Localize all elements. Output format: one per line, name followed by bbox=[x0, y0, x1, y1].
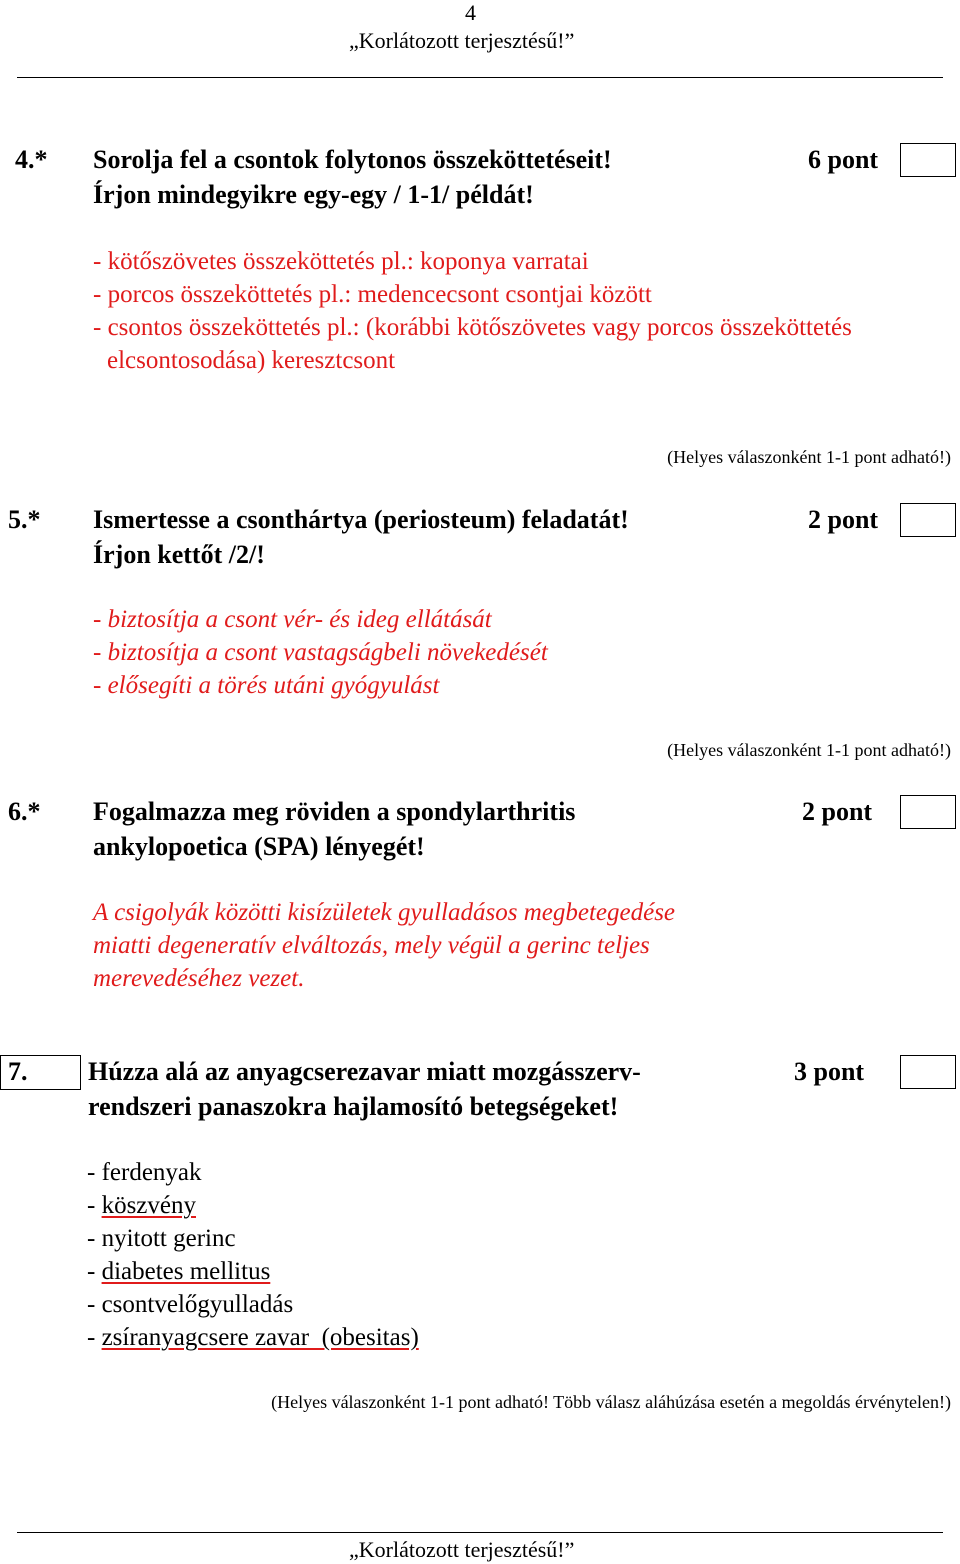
question-4-number: 4.* bbox=[15, 145, 48, 174]
question-7-number: 7. bbox=[8, 1057, 28, 1086]
option-koszveny: - köszvény bbox=[87, 1192, 196, 1219]
question-4-points: 6 pont bbox=[808, 145, 879, 174]
question-7-score-box[interactable] bbox=[900, 1055, 956, 1089]
question-4-line-1: Sorolja fel a csontok folytonos összeköttetéseit! bbox=[93, 145, 612, 174]
option-csontvelogyulladas: - csontvelőgyulladás bbox=[87, 1291, 294, 1318]
question-6-number: 6.* bbox=[8, 797, 41, 826]
question-6-points: 2 pont bbox=[802, 797, 873, 826]
footer-restriction: „Korlátozott terjesztésű!” bbox=[349, 1537, 575, 1562]
question-5-score-box[interactable] bbox=[900, 503, 956, 537]
question-7-line-2: rendszeri panaszokra hajlamosító betegségeket! bbox=[88, 1092, 619, 1121]
underlined-answer: diabetes mellitus bbox=[101, 1258, 271, 1285]
question-4-scoring-note: (Helyes válaszonként 1-1 pont adható!) bbox=[667, 447, 951, 467]
question-7-line-1: Húzza alá az anyagcserezavar miatt mozgásszerv- bbox=[88, 1057, 641, 1086]
question-7-scoring-note: (Helyes válaszonként 1-1 pont adható! Több válasz aláhúzása esetén a megoldás érvénytelen!) bbox=[271, 1392, 951, 1412]
question-4-answer-2: - porcos összeköttetés pl.: medencecsont csontjai között bbox=[93, 281, 652, 308]
option-zsiranyagcsere-zavar: - zsíranyagcsere zavar (obesitas) bbox=[87, 1324, 419, 1351]
footer-rule bbox=[17, 1532, 943, 1533]
question-6-line-1: Fogalmazza meg röviden a spondylarthritis bbox=[93, 797, 576, 826]
question-5-line-2: Írjon kettőt /2/! bbox=[93, 540, 265, 569]
option-diabetes-mellitus: - diabetes mellitus bbox=[87, 1258, 271, 1285]
question-6-line-2: ankylopoetica (SPA) lényegét! bbox=[93, 832, 425, 861]
question-6-answer-1: A csigolyák közötti kisízületek gyulladásos megbetegedése bbox=[93, 899, 676, 926]
option-ferdenyak: - ferdenyak bbox=[87, 1159, 202, 1186]
question-5-points: 2 pont bbox=[808, 505, 879, 534]
question-7-points: 3 pont bbox=[794, 1057, 865, 1086]
question-5-number: 5.* bbox=[8, 505, 41, 534]
option-nyitott-gerinc: - nyitott gerinc bbox=[87, 1225, 236, 1252]
question-4-line-2: Írjon mindegyikre egy-egy / 1-1/ példát! bbox=[93, 180, 534, 209]
question-4-answer-4: elcsontosodása) keresztcsont bbox=[107, 347, 396, 374]
question-4-score-box[interactable] bbox=[900, 143, 956, 177]
question-5-answer-2: - biztosítja a csont vastagságbeli növekedését bbox=[93, 639, 548, 666]
question-5-answer-1: - biztosítja a csont vér- és ideg ellátását bbox=[93, 606, 492, 633]
question-4-answer-3: - csontos összeköttetés pl.: (korábbi kötőszövetes vagy porcos összeköttetés bbox=[93, 314, 852, 341]
header-restriction: „Korlátozott terjesztésű!” bbox=[349, 28, 575, 53]
page-number: 4 bbox=[465, 0, 476, 25]
question-6-score-box[interactable] bbox=[900, 795, 956, 829]
underlined-answer: zsíranyagcsere zavar (obesitas) bbox=[101, 1324, 419, 1351]
question-6-answer-3: merevedéséhez vezet. bbox=[93, 965, 305, 992]
question-5-scoring-note: (Helyes válaszonként 1-1 pont adható!) bbox=[667, 740, 951, 760]
question-5-line-1: Ismertesse a csonthártya (periosteum) feladatát! bbox=[93, 505, 629, 534]
question-5-answer-3: - elősegíti a törés utáni gyógyulást bbox=[93, 672, 440, 699]
question-6-answer-2: miatti degeneratív elváltozás, mely végül a gerinc teljes bbox=[93, 932, 650, 959]
underlined-answer: köszvény bbox=[101, 1192, 196, 1219]
question-4-answer-1: - kötőszövetes összeköttetés pl.: koponya varratai bbox=[93, 248, 589, 275]
header-rule bbox=[17, 77, 943, 78]
